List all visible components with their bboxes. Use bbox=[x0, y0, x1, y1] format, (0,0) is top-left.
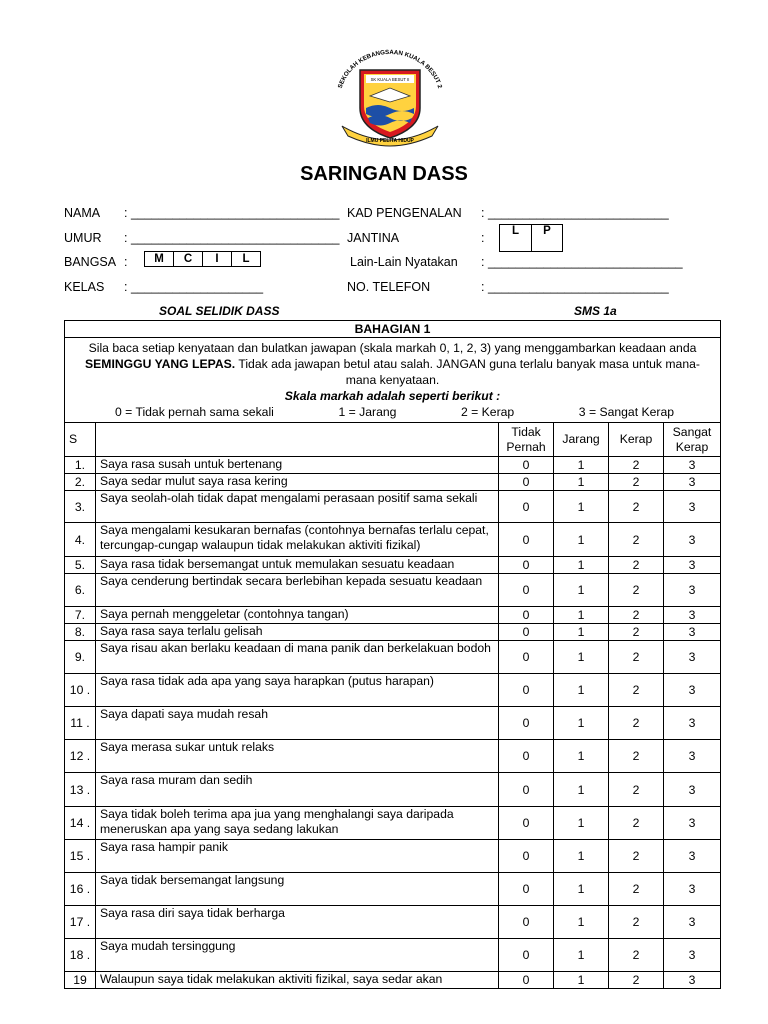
score-option-1[interactable]: 1 bbox=[554, 457, 609, 474]
bangsa-option-i[interactable]: I bbox=[203, 252, 232, 266]
score-option-3[interactable]: 3 bbox=[663, 491, 720, 523]
lain-field bbox=[350, 255, 683, 269]
jantina-label: JANTINA bbox=[347, 231, 400, 245]
scale-0: 0 = Tidak pernah sama sekali bbox=[115, 405, 274, 419]
question-number: 6. bbox=[65, 574, 96, 607]
score-option-2[interactable]: 2 bbox=[609, 557, 664, 574]
score-option-1[interactable]: 1 bbox=[554, 840, 609, 873]
score-option-1[interactable]: 1 bbox=[554, 873, 609, 906]
jantina-colon: : bbox=[481, 231, 485, 245]
score-option-2[interactable]: 2 bbox=[609, 740, 664, 773]
header-kerap: Kerap bbox=[609, 423, 664, 457]
intro-bold: SEMINGGU YANG LEPAS. bbox=[85, 357, 236, 371]
question-text: Saya rasa tidak ada apa yang saya harapkan (putus harapan) bbox=[95, 674, 498, 707]
score-option-0[interactable]: 0 bbox=[499, 491, 554, 523]
question-text: Saya mudah tersinggung bbox=[95, 939, 498, 972]
score-option-3[interactable]: 3 bbox=[663, 641, 720, 674]
intro-text-2: Tidak ada jawapan betul atau salah. JANGAN guna terlalu banyak masa untuk mana-mana kenyataan. bbox=[238, 357, 700, 387]
question-text: Saya rasa susah untuk bertenang bbox=[95, 457, 498, 474]
question-text: Saya dapati saya mudah resah bbox=[95, 707, 498, 740]
question-text: Saya rasa diri saya tidak berharga bbox=[95, 906, 498, 939]
bangsa-colon: : bbox=[124, 255, 128, 269]
nama-line[interactable]: : ______________________________ bbox=[124, 206, 340, 220]
lain-line[interactable]: : ____________________________ bbox=[481, 255, 683, 269]
score-option-3[interactable]: 3 bbox=[663, 474, 720, 491]
score-option-2[interactable]: 2 bbox=[609, 674, 664, 707]
question-text: Saya risau akan berlaku keadaan di mana panik dan berkelakuan bodoh bbox=[95, 641, 498, 674]
score-option-1[interactable]: 1 bbox=[554, 674, 609, 707]
logo-banner-text: SK KUALA BESUT II bbox=[370, 77, 410, 82]
table-row bbox=[65, 873, 721, 906]
score-option-2[interactable]: 2 bbox=[609, 873, 664, 906]
table-row bbox=[65, 773, 721, 807]
question-text: Saya rasa hampir panik bbox=[95, 840, 498, 873]
nama-label: NAMA bbox=[64, 206, 101, 220]
score-option-3[interactable]: 3 bbox=[663, 624, 720, 641]
score-option-0[interactable]: 0 bbox=[499, 607, 554, 624]
question-number: 15 . bbox=[65, 840, 96, 873]
scale-1: 1 = Jarang bbox=[338, 405, 397, 419]
score-option-2[interactable]: 2 bbox=[609, 574, 664, 607]
score-option-0[interactable]: 0 bbox=[499, 773, 554, 807]
score-option-2[interactable]: 2 bbox=[609, 474, 664, 491]
question-text: Saya sedar mulut saya rasa kering bbox=[95, 474, 498, 491]
subtitle-right: SMS 1a bbox=[574, 304, 617, 318]
table-row bbox=[65, 641, 721, 674]
umur-field bbox=[64, 231, 340, 245]
question-text: Saya rasa muram dan sedih bbox=[95, 773, 498, 807]
score-option-1[interactable]: 1 bbox=[554, 523, 609, 557]
table-row bbox=[65, 807, 721, 840]
score-option-2[interactable]: 2 bbox=[609, 840, 664, 873]
score-option-0[interactable]: 0 bbox=[499, 939, 554, 972]
header-s: S bbox=[65, 423, 96, 457]
kelas-field bbox=[64, 280, 264, 294]
table-row bbox=[65, 457, 721, 474]
score-option-3[interactable]: 3 bbox=[663, 873, 720, 906]
table-row bbox=[65, 624, 721, 641]
table-row bbox=[65, 674, 721, 707]
score-option-3[interactable]: 3 bbox=[663, 457, 720, 474]
score-option-3[interactable]: 3 bbox=[663, 607, 720, 624]
header-sangat-kerap: Sangat Kerap bbox=[663, 423, 720, 457]
question-number: 16 . bbox=[65, 873, 96, 906]
score-option-1[interactable]: 1 bbox=[554, 624, 609, 641]
scale-title: Skala markah adalah seperti berikut : bbox=[284, 389, 501, 403]
question-rows bbox=[65, 457, 721, 989]
jantina-field bbox=[347, 231, 485, 245]
question-number: 3. bbox=[65, 491, 96, 523]
question-number: 11 . bbox=[65, 707, 96, 740]
header-statement bbox=[95, 423, 498, 457]
question-text: Saya mengalami kesukaran bernafas (contohnya bernafas terlalu cepat, tercungap-cungap walaupun tidak melakukan aktiviti fizikal) bbox=[95, 523, 498, 557]
score-option-3[interactable]: 3 bbox=[663, 807, 720, 840]
score-option-3[interactable]: 3 bbox=[663, 773, 720, 807]
bangsa-label: BANGSA bbox=[64, 255, 117, 269]
table-row bbox=[65, 972, 721, 989]
question-text: Saya pernah menggeletar (contohnya tangan) bbox=[95, 607, 498, 624]
question-number: 1. bbox=[65, 457, 96, 474]
intro-text-1: Sila baca setiap kenyataan dan bulatkan jawapan (skala markah 0, 1, 2, 3) yang menggambarkan keadaan anda bbox=[88, 341, 697, 355]
score-option-0[interactable]: 0 bbox=[499, 740, 554, 773]
score-option-1[interactable]: 1 bbox=[554, 906, 609, 939]
score-option-3[interactable]: 3 bbox=[663, 557, 720, 574]
telefon-field bbox=[347, 280, 669, 294]
telefon-label: NO. TELEFON bbox=[347, 280, 431, 294]
score-option-0[interactable]: 0 bbox=[499, 523, 554, 557]
score-option-2[interactable]: 2 bbox=[609, 707, 664, 740]
logo-arc-text: SEKOLAH KEBANGSAAN KUALA BESUT 2 bbox=[336, 48, 444, 90]
score-option-3[interactable]: 3 bbox=[663, 574, 720, 607]
score-option-0[interactable]: 0 bbox=[499, 457, 554, 474]
score-option-3[interactable]: 3 bbox=[663, 840, 720, 873]
question-number: 10 . bbox=[65, 674, 96, 707]
score-option-0[interactable]: 0 bbox=[499, 807, 554, 840]
score-option-3[interactable]: 3 bbox=[663, 906, 720, 939]
question-number: 17 . bbox=[65, 906, 96, 939]
score-option-2[interactable]: 2 bbox=[609, 457, 664, 474]
score-option-3[interactable]: 3 bbox=[663, 939, 720, 972]
scale-2: 2 = Kerap bbox=[461, 405, 515, 419]
jantina-options bbox=[499, 224, 563, 252]
question-text: Saya rasa saya terlalu gelisah bbox=[95, 624, 498, 641]
score-option-0[interactable]: 0 bbox=[499, 707, 554, 740]
score-option-0[interactable]: 0 bbox=[499, 840, 554, 873]
score-option-2[interactable]: 2 bbox=[609, 972, 664, 989]
table-row bbox=[65, 474, 721, 491]
score-option-0[interactable]: 0 bbox=[499, 873, 554, 906]
score-option-0[interactable]: 0 bbox=[499, 624, 554, 641]
score-option-0[interactable]: 0 bbox=[499, 557, 554, 574]
score-option-1[interactable]: 1 bbox=[554, 972, 609, 989]
question-number: 9. bbox=[65, 641, 96, 674]
question-number: 2. bbox=[65, 474, 96, 491]
score-option-0[interactable]: 0 bbox=[499, 906, 554, 939]
score-option-1[interactable]: 1 bbox=[554, 574, 609, 607]
table-row bbox=[65, 740, 721, 773]
logo-motto: ILMU PELITA HIDUP bbox=[366, 138, 414, 144]
score-option-2[interactable]: 2 bbox=[609, 807, 664, 840]
score-option-0[interactable]: 0 bbox=[499, 972, 554, 989]
question-number: 19 bbox=[65, 972, 96, 989]
score-option-1[interactable]: 1 bbox=[554, 707, 609, 740]
table-row bbox=[65, 574, 721, 607]
score-option-1[interactable]: 1 bbox=[554, 773, 609, 807]
nama-field bbox=[64, 206, 340, 220]
question-number: 8. bbox=[65, 624, 96, 641]
score-option-3[interactable]: 3 bbox=[663, 707, 720, 740]
question-number: 5. bbox=[65, 557, 96, 574]
bangsa-field bbox=[64, 255, 128, 269]
bangsa-option-l[interactable]: L bbox=[242, 253, 250, 265]
question-text: Saya merasa sukar untuk relaks bbox=[95, 740, 498, 773]
kelas-label: KELAS bbox=[64, 280, 105, 294]
page-title: SARINGAN DASS bbox=[300, 163, 468, 185]
table-row bbox=[65, 523, 721, 557]
header-tidak-pernah: Tidak Pernah bbox=[499, 423, 554, 457]
bangsa-option-c[interactable]: C bbox=[174, 252, 203, 266]
lain-label: Lain-Lain Nyatakan bbox=[350, 255, 458, 269]
score-option-2[interactable]: 2 bbox=[609, 607, 664, 624]
question-text: Saya cenderung bertindak secara berlebihan kepada sesuatu keadaan bbox=[95, 574, 498, 607]
score-option-3[interactable]: 3 bbox=[663, 674, 720, 707]
kad-line[interactable]: : __________________________ bbox=[481, 206, 669, 220]
umur-label: UMUR bbox=[64, 231, 102, 245]
question-number: 14 . bbox=[65, 807, 96, 840]
jantina-option-p[interactable]: P bbox=[543, 225, 551, 237]
score-option-0[interactable]: 0 bbox=[499, 574, 554, 607]
question-text: Saya seolah-olah tidak dapat mengalami perasaan positif sama sekali bbox=[95, 491, 498, 523]
question-text: Walaupun saya tidak melakukan aktiviti fizikal, saya sedar akan bbox=[95, 972, 498, 989]
score-option-1[interactable]: 1 bbox=[554, 740, 609, 773]
scale-legend bbox=[71, 404, 714, 420]
kelas-line[interactable]: : ___________________ bbox=[124, 280, 264, 294]
score-option-1[interactable]: 1 bbox=[554, 557, 609, 574]
table-row bbox=[65, 707, 721, 740]
jantina-option-l[interactable]: L bbox=[500, 225, 532, 251]
score-option-2[interactable]: 2 bbox=[609, 939, 664, 972]
score-option-1[interactable]: 1 bbox=[554, 641, 609, 674]
subtitle-left: SOAL SELIDIK DASS bbox=[159, 304, 280, 318]
question-number: 4. bbox=[65, 523, 96, 557]
score-option-2[interactable]: 2 bbox=[609, 641, 664, 674]
question-text: Saya tidak bersemangat langsung bbox=[95, 873, 498, 906]
table-row bbox=[65, 491, 721, 523]
telefon-line[interactable]: : __________________________ bbox=[481, 280, 669, 294]
score-option-2[interactable]: 2 bbox=[609, 624, 664, 641]
kad-label: KAD PENGENALAN bbox=[347, 206, 462, 220]
section-heading: BAHAGIAN 1 bbox=[65, 321, 721, 338]
score-option-1[interactable]: 1 bbox=[554, 491, 609, 523]
scale-3: 3 = Sangat Kerap bbox=[578, 405, 674, 419]
header-jarang: Jarang bbox=[554, 423, 609, 457]
score-option-1[interactable]: 1 bbox=[554, 939, 609, 972]
score-option-3[interactable]: 3 bbox=[663, 972, 720, 989]
bangsa-options bbox=[144, 251, 261, 267]
score-option-0[interactable]: 0 bbox=[499, 474, 554, 491]
question-text: Saya tidak boleh terima apa jua yang menghalangi saya daripada meneruskan apa yang saya sedang lakukan bbox=[95, 807, 498, 840]
score-option-2[interactable]: 2 bbox=[609, 491, 664, 523]
score-option-3[interactable]: 3 bbox=[663, 523, 720, 557]
dass-questionnaire-table bbox=[64, 320, 721, 989]
question-number: 12 . bbox=[65, 740, 96, 773]
score-option-1[interactable]: 1 bbox=[554, 607, 609, 624]
score-option-2[interactable]: 2 bbox=[609, 906, 664, 939]
umur-line[interactable]: : ______________________________ bbox=[124, 231, 340, 245]
table-row bbox=[65, 906, 721, 939]
score-option-0[interactable]: 0 bbox=[499, 641, 554, 674]
table-row bbox=[65, 607, 721, 624]
table-row bbox=[65, 557, 721, 574]
score-option-1[interactable]: 1 bbox=[554, 474, 609, 491]
score-option-2[interactable]: 2 bbox=[609, 773, 664, 807]
score-option-3[interactable]: 3 bbox=[663, 740, 720, 773]
question-number: 7. bbox=[65, 607, 96, 624]
score-option-1[interactable]: 1 bbox=[554, 807, 609, 840]
score-option-2[interactable]: 2 bbox=[609, 523, 664, 557]
score-option-0[interactable]: 0 bbox=[499, 674, 554, 707]
question-number: 13 . bbox=[65, 773, 96, 807]
question-number: 18 . bbox=[65, 939, 96, 972]
question-text: Saya rasa tidak bersemangat untuk memulakan sesuatu keadaan bbox=[95, 557, 498, 574]
bangsa-option-m[interactable]: M bbox=[145, 252, 174, 266]
school-crest-logo bbox=[326, 48, 454, 148]
kad-field bbox=[347, 206, 669, 220]
instructions bbox=[65, 338, 721, 423]
table-row bbox=[65, 939, 721, 972]
table-row bbox=[65, 840, 721, 873]
